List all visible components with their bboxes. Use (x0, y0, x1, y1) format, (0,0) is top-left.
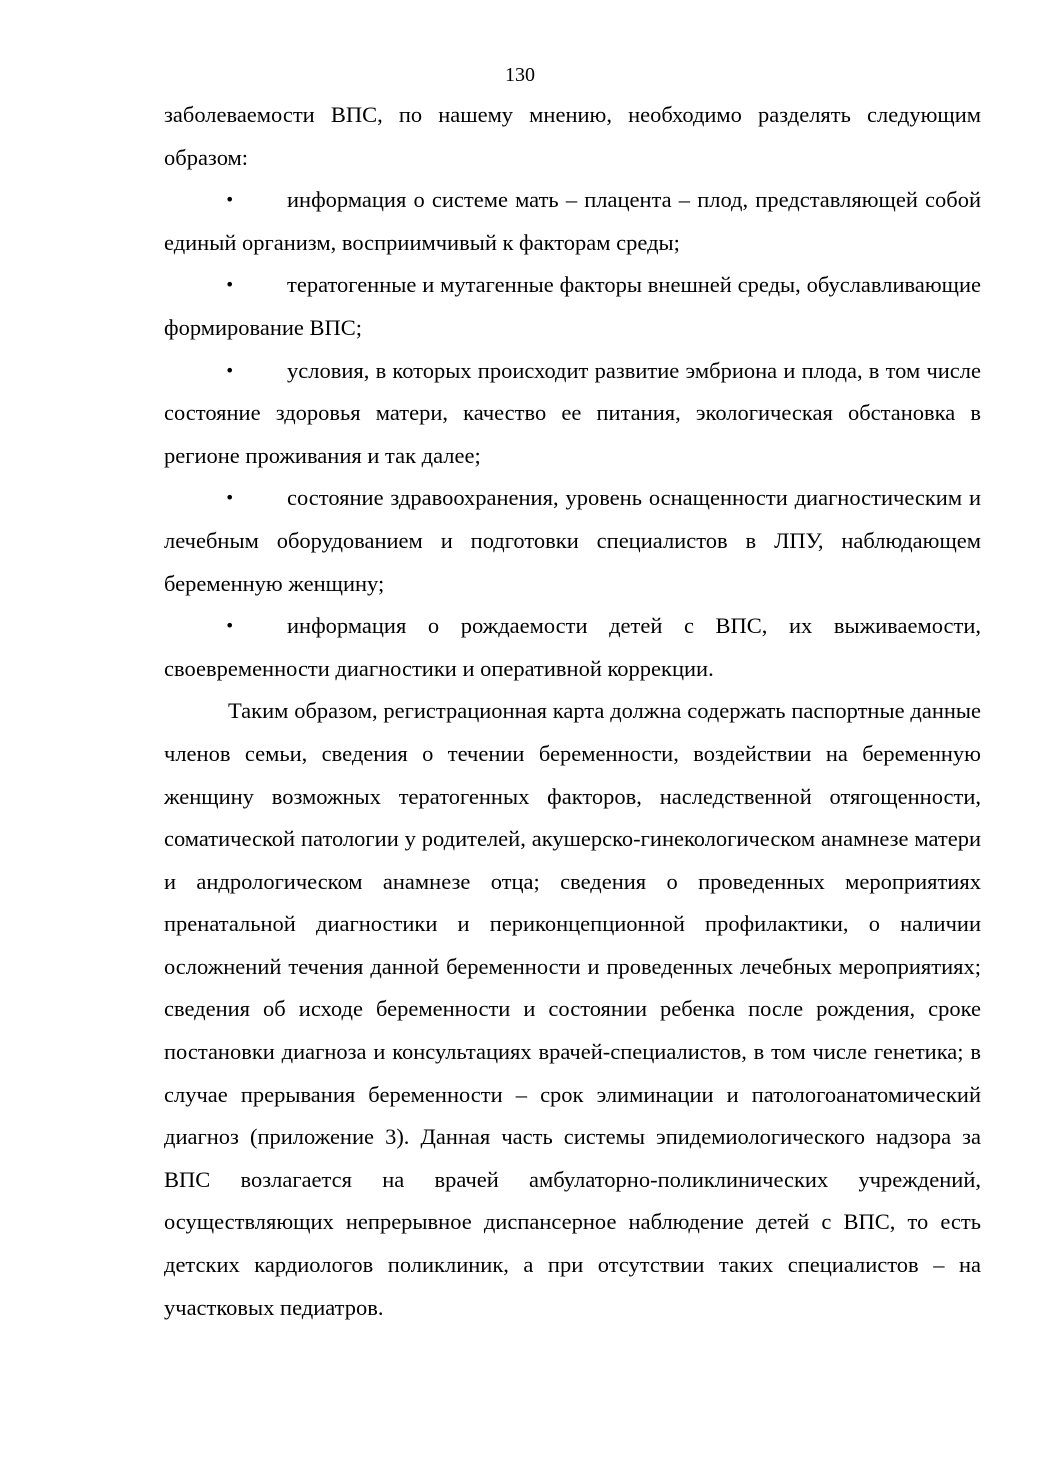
list-item-text: тератогенные и мутагенные факторы внешней среды, обуславливающие формирование ВПС; (164, 272, 981, 340)
list-item (164, 350, 981, 478)
conclusion-paragraph: Таким образом, регистрационная карта должна содержать паспортные данные членов семьи, сведения о течении беременности, воздействии на беременную женщину возможных тератогенных факторов, наследственной отягощенности, соматической патологии у родителей, акушерско-гинекологическом анамнезе матери и андрологическом анамнезе отца; сведения о проведенных мероприятиях пренатальной диагностики и периконцепционной профилактики, о наличии осложнений течения данной беременности и проведенных лечебных мероприятиях; сведения об исходе беременности и состоянии ребенка после рождения, сроке постановки диагноза и консультациях врачей-специалистов, в том числе генетика; в случае прерывания беременности – срок элиминации и патологоанатомический диагноз (приложение 3). Данная часть системы эпидемиологического надзора за ВПС возлагается на врачей амбулаторно-поликлинических учреждений, осуществляющих непрерывное диспансерное наблюдение детей с ВПС, то есть детских кардиологов поликлиник, а при отсутствии таких специалистов – на участковых педиатров. (164, 698, 981, 1320)
bullet-icon: • (225, 190, 235, 210)
list-item (164, 264, 981, 349)
bullet-icon: • (225, 488, 235, 508)
bullet-icon: • (225, 616, 235, 636)
list-item-text: информация о рождаемости детей с ВПС, их выживаемости, своевременности диагностики и оперативной коррекции. (164, 613, 981, 681)
list-item (164, 605, 981, 690)
bullet-icon: • (225, 275, 235, 295)
list-item-text: условия, в которых происходит развитие эмбриона и плода, в том числе состояние здоровья матери, качество ее питания, экологическая обстановка в регионе проживания и так далее; (164, 357, 981, 468)
page-number: 130 (505, 64, 535, 86)
intro-paragraph: заболеваемости ВПС, по нашему мнению, необходимо разделять следующим образом: (164, 102, 981, 170)
bullet-icon: • (225, 360, 235, 380)
list-item (164, 477, 981, 605)
list-item-text: состояние здравоохранения, уровень оснащенности диагностическим и лечебным оборудованием и подготовки специалистов в ЛПУ, наблюдающем беременную женщину; (164, 485, 981, 596)
document-body (164, 94, 981, 1329)
list-item-text: информация о системе мать – плацента – плод, представляющей собой единый организм, восприимчивый к факторам среды; (164, 187, 981, 255)
list-item (164, 179, 981, 264)
